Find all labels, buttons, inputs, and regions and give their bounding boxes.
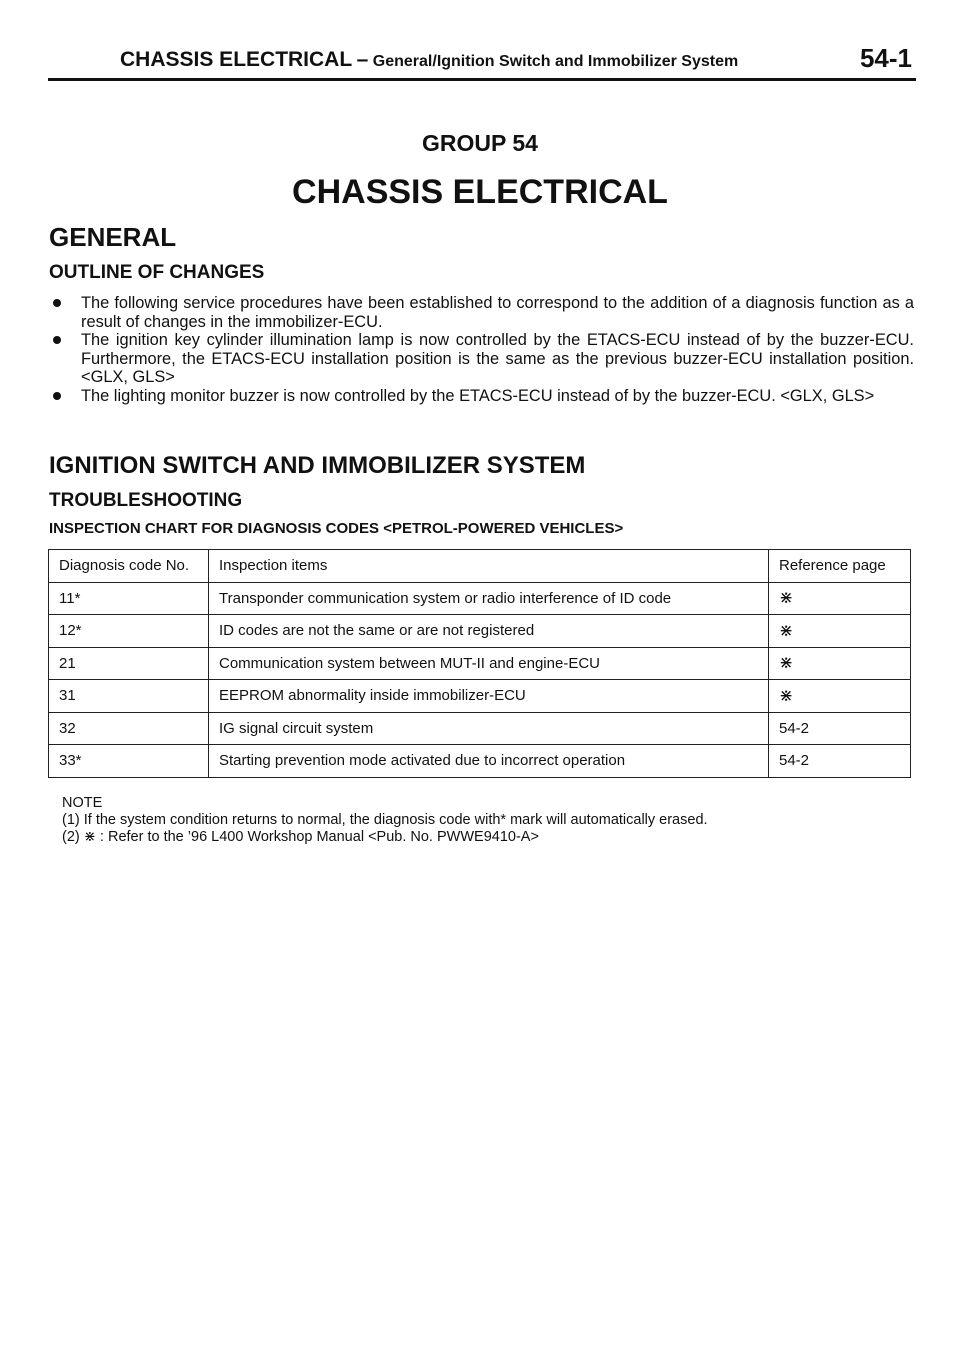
inspection-chart-heading: INSPECTION CHART FOR DIAGNOSIS CODES <PETROL-POWERED VEHICLES> bbox=[49, 520, 624, 537]
bullet-icon bbox=[53, 336, 61, 344]
header-diagnosis-code: Diagnosis code No. bbox=[49, 550, 209, 583]
diagnosis-code-cell: 31 bbox=[49, 680, 209, 713]
reference-page-cell: ⋇ bbox=[769, 582, 911, 615]
bullet-text: The ignition key cylinder illumination lamp is now controlled by the ETACS-ECU instead of by the buzzer-ECU. Furthermore, the ETACS-ECU installation position is the same as the previous buzzer-ECU installation position. <GLX, GLS> bbox=[81, 331, 914, 387]
reference-page-cell: ⋇ bbox=[769, 680, 911, 713]
diagnosis-code-cell: 11* bbox=[49, 582, 209, 615]
bullet-icon bbox=[53, 392, 61, 400]
reference-page-cell: 54-2 bbox=[769, 712, 911, 745]
table-header-row bbox=[49, 550, 911, 583]
diagnosis-code-cell: 21 bbox=[49, 647, 209, 680]
bullet-item bbox=[48, 387, 914, 406]
header-dash: – bbox=[356, 48, 369, 71]
note-block bbox=[62, 795, 708, 846]
diagnosis-code-cell: 32 bbox=[49, 712, 209, 745]
header-chapter: CHASSIS ELECTRICAL bbox=[120, 48, 353, 71]
table-row bbox=[49, 647, 911, 680]
diagnosis-code-table bbox=[48, 549, 911, 778]
reference-page-cell: ⋇ bbox=[769, 647, 911, 680]
outline-bullet-list bbox=[48, 294, 914, 406]
section-ignition-heading: IGNITION SWITCH AND IMMOBILIZER SYSTEM bbox=[49, 452, 586, 479]
header-subtitle: General/Ignition Switch and Immobilizer System bbox=[372, 53, 739, 70]
section-general-heading: GENERAL bbox=[49, 222, 177, 252]
inspection-item-cell: ID codes are not the same or are not registered bbox=[209, 615, 769, 648]
reference-page-cell: 54-2 bbox=[769, 745, 911, 778]
header-title bbox=[120, 48, 738, 72]
page-number: 54-1 bbox=[859, 43, 912, 73]
inspection-item-cell: Starting prevention mode activated due to incorrect operation bbox=[209, 745, 769, 778]
table-row bbox=[49, 712, 911, 745]
note-line: (1) If the system condition returns to normal, the diagnosis code with* mark will automatically erased. bbox=[62, 812, 708, 828]
page-header bbox=[48, 44, 916, 81]
bullet-icon bbox=[53, 299, 61, 307]
reference-page-cell: ⋇ bbox=[769, 615, 911, 648]
diagnosis-code-cell: 12* bbox=[49, 615, 209, 648]
diagnosis-code-cell: 33* bbox=[49, 745, 209, 778]
header-reference-page: Reference page bbox=[769, 550, 911, 583]
bullet-text: The following service procedures have been established to correspond to the addition of a diagnosis function as a result of changes in the immobilizer-ECU. bbox=[81, 294, 914, 331]
table-row bbox=[49, 745, 911, 778]
bullet-item bbox=[48, 294, 914, 331]
bullet-text: The lighting monitor buzzer is now controlled by the ETACS-ECU instead of by the buzzer-ECU. <GLX, GLS> bbox=[81, 386, 875, 405]
outline-of-changes-heading: OUTLINE OF CHANGES bbox=[49, 262, 265, 283]
note-title: NOTE bbox=[62, 795, 103, 811]
group-title: CHASSIS ELECTRICAL bbox=[292, 173, 668, 211]
inspection-item-cell: EEPROM abnormality inside immobilizer-ECU bbox=[209, 680, 769, 713]
note-line: (2) ⋇ : Refer to the ’96 L400 Workshop Manual <Pub. No. PWWE9410-A> bbox=[62, 829, 539, 845]
bullet-item bbox=[48, 331, 914, 387]
group-label: GROUP 54 bbox=[422, 130, 538, 156]
table-row bbox=[49, 582, 911, 615]
inspection-item-cell: IG signal circuit system bbox=[209, 712, 769, 745]
table-row bbox=[49, 680, 911, 713]
inspection-item-cell: Communication system between MUT-II and engine-ECU bbox=[209, 647, 769, 680]
table-row bbox=[49, 615, 911, 648]
header-inspection-items: Inspection items bbox=[209, 550, 769, 583]
inspection-item-cell: Transponder communication system or radio interference of ID code bbox=[209, 582, 769, 615]
troubleshooting-heading: TROUBLESHOOTING bbox=[49, 490, 243, 511]
